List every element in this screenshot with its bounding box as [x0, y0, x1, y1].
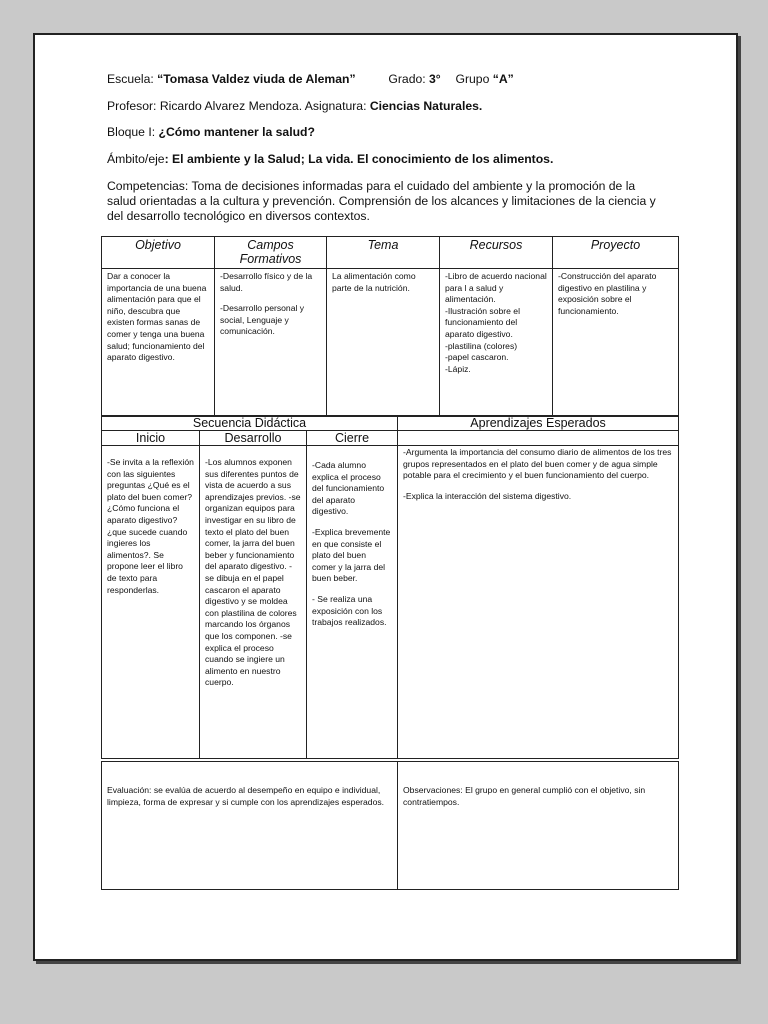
- escuela-line: Escuela: “Tomasa Valdez viuda de Aleman” Grado: 3° Grupo “A”: [107, 72, 514, 86]
- header-tema: Tema: [327, 237, 440, 269]
- header-inicio: Inicio: [102, 431, 200, 446]
- cell-recursos: -Libro de acuerdo nacional para l a salud y alimentación. -Ilustración sobre el funcionamiento del aparato digestivo. -plastilina (colores) -papel cascaron. -Lápiz.: [440, 269, 553, 417]
- sequence-table: [101, 415, 679, 759]
- cell-aprendizajes: -Argumenta la importancia del consumo diario de alimentos de los tres grupos representados en el plato del buen comer y de agua simple potable para el crecimiento y el buen funcionamiento del cuerpo. -Explica la interacción del sistema digestivo.: [398, 446, 679, 759]
- header-recursos: Recursos: [440, 237, 553, 269]
- header-desarrollo: Desarrollo: [200, 431, 307, 446]
- cell-tema: La alimentación como parte de la nutrición.: [327, 269, 440, 417]
- competencias-text: Competencias: Toma de decisiones informadas para el cuidado del ambiente y la promoción de la salud orientadas a la cultura y prevención. Comprensión de los alcances y limitaciones de la ciencia y del desarrollo tecnológico en diversos contextos.: [107, 179, 656, 223]
- header-campos: Campos Formativos: [215, 237, 327, 269]
- cell-observaciones: Observaciones: El grupo en general cumplió con el objetivo, sin contratiempos.: [398, 762, 679, 890]
- cell-cierre: -Cada alumno explica el proceso del funcionamiento del aparato digestivo. -Explica brevemente en que consiste el plato del buen comer y la jarra del buen beber. - Se realiza una exposición con los trabajos realizados.: [307, 446, 398, 759]
- planning-table: [101, 236, 679, 417]
- header-proyecto: Proyecto: [553, 237, 679, 269]
- cell-evaluacion: Evaluación: se evalúa de acuerdo al desempeño en equipo e individual, limpieza, forma de expresar y si cumple con los aprendizajes esperados.: [102, 762, 398, 890]
- cell-desarrollo: -Los alumnos exponen sus diferentes puntos de vista de acuerdo a sus aprendizajes previos. -se organizan equipos para investigar en su libro de texto el plato del buen comer, la jarra del buen beber y funcionamiento del aparato digestivo. -se dibuja en el papel cascaron el aparato digestivo y se moldea con plastilina de colores marcando los órganos que los componen. -se explica el proceso cuando se ingiere un alimento en nuestro cuerpo.: [200, 446, 307, 759]
- evaluation-table: [101, 761, 679, 890]
- header-aprendizajes: Aprendizajes Esperados: [398, 416, 679, 431]
- header-secuencia: Secuencia Didáctica: [102, 416, 398, 431]
- bloque-line: Bloque I: ¿Cómo mantener la salud?: [107, 125, 315, 139]
- cell-inicio: -Se invita a la reflexión con las siguientes preguntas ¿Qué es el plato del buen comer? ¿Cómo funciona el aparato digestivo?¿que sucede cuando ingieres los alimentos?. Se propone leer el libro de texto para responderlas.: [102, 446, 200, 759]
- cell-proyecto: -Construcción del aparato digestivo en plastilina y exposición sobre el funcionamiento.: [553, 269, 679, 417]
- header-aprendizajes-blank: [398, 431, 679, 446]
- header-cierre: Cierre: [307, 431, 398, 446]
- cell-campos: -Desarrollo físico y de la salud. -Desarrollo personal y social, Lenguaje y comunicación.: [215, 269, 327, 417]
- ambito-line: Ámbito/eje: El ambiente y la Salud; La vida. El conocimiento de los alimentos.: [107, 152, 554, 166]
- document-page: [33, 33, 738, 961]
- profesor-line: Profesor: Ricardo Alvarez Mendoza. Asignatura: Ciencias Naturales.: [107, 99, 483, 113]
- header-objetivo: Objetivo: [102, 237, 215, 269]
- cell-objetivo: Dar a conocer la importancia de una buena alimentación para que el niño, descubra que existen formas sanas de comer y tenga una buena salud; funcionamiento del aparato digestivo.: [102, 269, 215, 417]
